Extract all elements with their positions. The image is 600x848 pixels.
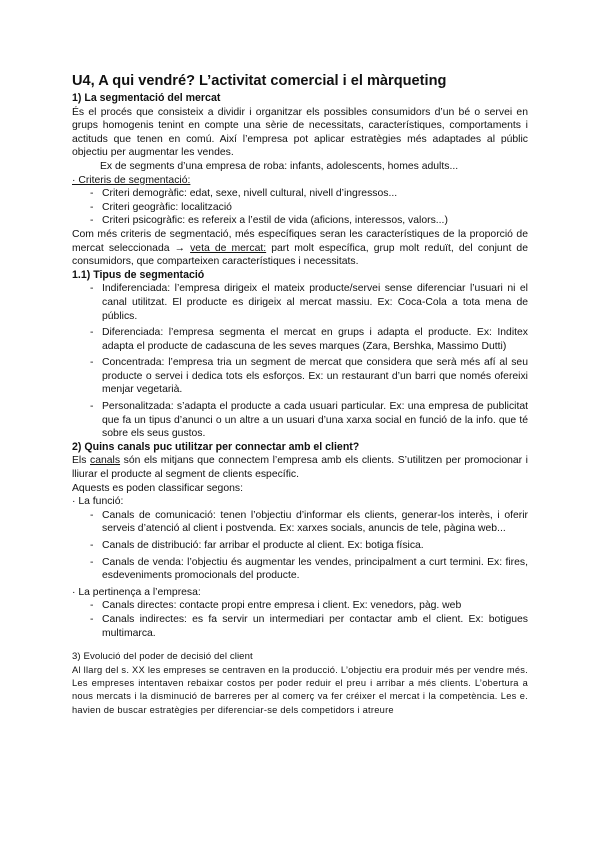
- list-item: - Criteri demogràfic: edat, sexe, nivell cultural, nivell d’ingressos...: [72, 187, 528, 201]
- document-content: [72, 72, 528, 717]
- list-item: - Concentrada: l’empresa tria un segment de mercat que considera que serà més afí al seu producte o servei i dedica tots els esforços. Ex: un restaurant d’un barri que només ofereixi menjar vegetarià.: [72, 356, 528, 397]
- list-item: - Canals de distribució: far arribar el producte al client. Ex: botiga física.: [72, 539, 528, 553]
- criteria-list: [72, 187, 528, 228]
- function-channels-list: [72, 509, 528, 583]
- list-item: - Diferenciada: l’empresa segmenta el mercat en grups i adapta el producte. Ex: Inditex adapta el producte de cadascuna de les seves marques (Zara, Bershka, Massimo Dutti): [72, 326, 528, 353]
- list-item: - Canals directes: contacte propi entre empresa i client. Ex: venedors, pàg. web: [72, 599, 528, 613]
- section-1-heading: 1) La segmentació del mercat: [72, 92, 221, 104]
- list-item: - Criteri geogràfic: localització: [72, 201, 528, 215]
- ownership-label: · La pertinença a l’empresa:: [72, 586, 201, 598]
- list-item: - Indiferenciada: l’empresa dirigeix el mateix producte/servei sense diferenciar l’usuari ni el canal utilitzat. El producte es dirigeix al mercat massiu. Ex: Coca-Cola a tota mena de públics.: [72, 282, 528, 323]
- criteria-label: · Criteris de segmentació:: [72, 174, 191, 186]
- segment-example: Ex de segments d’una empresa de roba: infants, adolescents, homes adults...: [100, 160, 459, 172]
- classify-line: Aquests es poden classificar segons:: [72, 482, 243, 494]
- page-title: U4, A qui vendré? L’activitat comercial i el màrqueting: [72, 73, 447, 89]
- function-label: · La funció:: [72, 496, 124, 508]
- section-3-body: Al llarg del s. XX les empreses se centraven en la producció. L’objectiu era produir més per vendre més. Les empreses intentaven rebaixar costos per poder reduir el preu i arribar a més clients. L’obertura a nous mercats i la disminució de barreres per al comerç va fer créixer el mercat i la competència. Les e. havien de buscar estratègies per diferenciar-se dels competidors i atreure: [72, 664, 528, 715]
- section-2-heading: 2) Quins canals puc utilitzar per connectar amb el client?: [72, 440, 360, 453]
- list-item: - Personalitzada: s’adapta el producte a cada usuari particular. Ex: una empresa de publicitat que fa un tipus d’anunci o un altre a un usuari d’una xarxa social en funció de la info. que té sobre els seus gustos.: [72, 400, 528, 441]
- segmentation-types-list: [72, 282, 528, 441]
- section-3-heading: 3) Evolució del poder de decisió del client: [72, 651, 253, 663]
- list-item: - Canals de comunicació: tenen l’objectiu d’informar els clients, generar-los interès, i oferir serveis d’atenció al client i postvenda. Ex: xarxes socials, anuncis de tele, pàgina web...: [72, 509, 528, 536]
- list-item: - Canals indirectes: es fa servir un intermediari per contactar amb el client. Ex: botigues multimarca.: [72, 613, 528, 640]
- section-1-intro: És el procés que consisteix a dividir i organitzar els possibles consumidors d’un bé o servei en grups homogenis tenint en compte una sèrie de necessitats, característiques, comportaments i actituds que tenen en comú. Així l’empresa pot aplicar estratègies més adaptades al públic objectiu per augmentar les vendes.: [72, 106, 528, 159]
- spacer: [72, 640, 528, 650]
- list-item: - Criteri psicogràfic: es refereix a l’estil de vida (aficions, interessos, valors...): [72, 214, 528, 228]
- list-item: - Canals de venda: l’objectiu és augmentar les vendes, principalment a curt termini. Ex: fires, esdeveniments promocionals del producte.: [72, 556, 528, 583]
- niche-paragraph: Com més criteris de segmentació, més específiques seran les característiques de la proporció de mercat seleccionada → veta de mercat: part molt específica, grup molt reduït, del conjunt de consumidors, que comparteixen característiques i necessitats.: [72, 228, 528, 268]
- section-1-1-heading: 1.1) Tipus de segmentació: [72, 268, 205, 281]
- ownership-channels-list: [72, 599, 528, 640]
- channels-intro: Els canals són els mitjans que connectem l’empresa amb els clients. S’utilitzen per promocionar i lliurar el producte al segment de clients específic.: [72, 455, 528, 481]
